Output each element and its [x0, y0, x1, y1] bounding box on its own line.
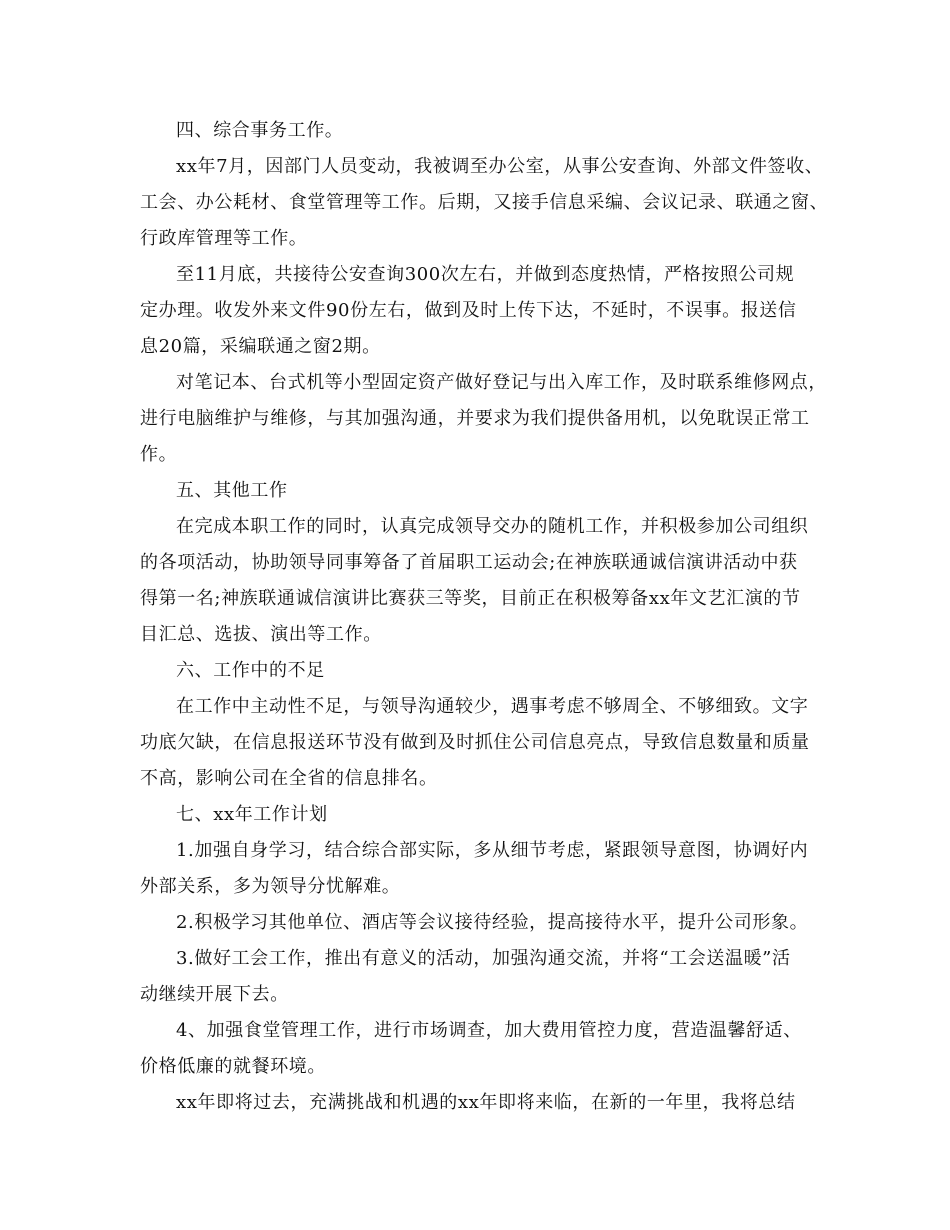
paragraph-line: 息20篇，采编联通之窗2期。 [140, 336, 381, 357]
paragraph-line: 行政库管理等工作。 [140, 228, 308, 249]
paragraph-line: 在工作中主动性不足，与领导沟通较少，遇事考虑不够周全、不够细致。文字 [176, 696, 809, 717]
plan-item-line: 3.做好工会工作，推出有意义的活动，加强沟通交流，并将“工会送温暖”活 [176, 948, 791, 969]
paragraph-line: 得第一名;神族联通诚信演讲比赛获三等奖，目前正在积极筹备xx年文艺汇演的节 [140, 588, 801, 609]
paragraph-line: 目汇总、选拔、演出等工作。 [140, 624, 382, 645]
paragraph-line: 不高，影响公司在全省的信息排名。 [140, 768, 438, 789]
paragraph-line: 工会、办公耗材、食堂管理等工作。后期，又接手信息采编、会议记录、联通之窗、 [140, 192, 829, 213]
paragraph-line: xx年即将过去，充满挑战和机遇的xx年即将来临，在新的一年里，我将总结 [176, 1092, 796, 1113]
section-heading-shortcomings: 六、工作中的不足 [176, 660, 325, 681]
plan-item-line: 2.积极学习其他单位、酒店等会议接待经验，提高接待水平，提升公司形象。 [176, 912, 809, 933]
section-heading-other-work: 五、其他工作 [176, 480, 288, 501]
section-heading-comprehensive-affairs: 四、综合事务工作。 [176, 120, 344, 141]
plan-item-line: 1.加强自身学习，结合综合部实际，多从细节考虑，紧跟领导意图，协调好内 [176, 840, 809, 861]
paragraph-line: 对笔记本、台式机等小型固定资产做好登记与出入库工作，及时联系维修网点， [176, 372, 827, 393]
paragraph-line: xx年7月，因部门人员变动，我被调至办公室，从事公安查询、外部文件签收、 [176, 156, 824, 177]
document-body [140, 113, 829, 1121]
paragraph-line: 至11月底，共接待公安查询300次左右，并做到态度热情，严格按照公司规 [176, 264, 795, 285]
plan-item-line: 外部关系，多为领导分忧解难。 [140, 876, 401, 897]
plan-item-line: 4、加强食堂管理工作，进行市场调查，加大费用管控力度，营造温馨舒适、 [176, 1020, 802, 1041]
section-heading-work-plan: 七、xx年工作计划 [176, 804, 328, 825]
paragraph-line: 定办理。收发外来文件90份左右，做到及时上传下达，不延时，不误事。报送信 [140, 300, 797, 321]
paragraph-line: 作。 [140, 444, 178, 465]
plan-item-line: 动继续开展下去。 [140, 984, 289, 1005]
paragraph-line: 进行电脑维护与维修，与其加强沟通，并要求为我们提供备用机，以免耽误正常工 [140, 408, 810, 429]
paragraph-line: 在完成本职工作的同时，认真完成领导交办的随机工作，并积极参加公司组织 [176, 516, 809, 537]
paragraph-line: 的各项活动，协助领导同事筹备了首届职工运动会;在神族联通诚信演讲活动中获 [140, 552, 798, 573]
paragraph-line: 功底欠缺，在信息报送环节没有做到及时抓住公司信息亮点，导致信息数量和质量 [140, 732, 810, 753]
plan-item-line: 价格低廉的就餐环境。 [140, 1056, 326, 1077]
